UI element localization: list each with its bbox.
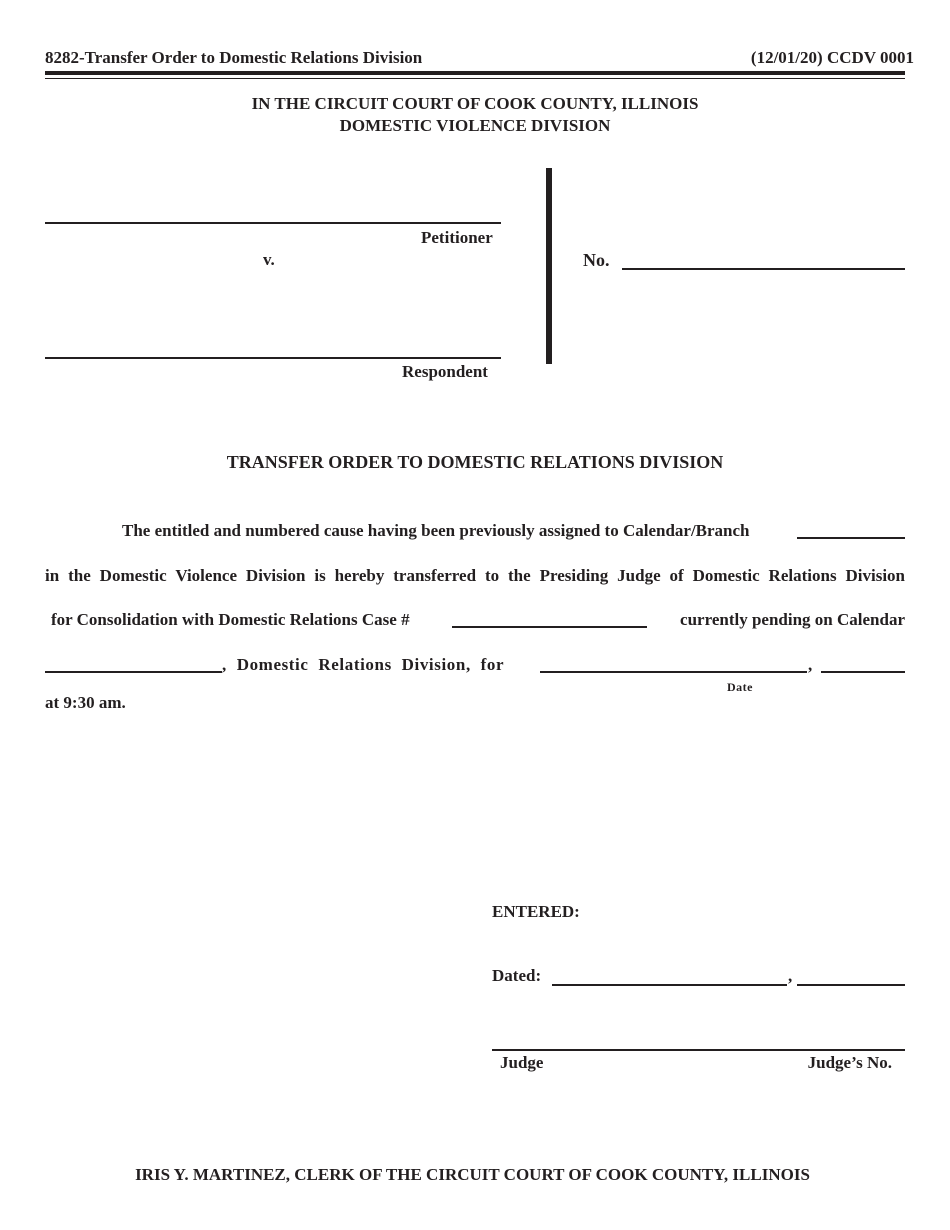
order-line-1: The entitled and numbered cause having been previously assigned to Calendar/Branch	[122, 521, 750, 540]
hearing-date-field[interactable]	[540, 671, 807, 673]
dr-calendar-field[interactable]	[45, 671, 222, 673]
order-line-4-comma: ,	[808, 655, 813, 674]
dated-comma: ,	[788, 966, 793, 985]
respondent-name-field[interactable]	[45, 357, 501, 359]
judge-label: Judge	[500, 1053, 544, 1072]
dr-case-number-field[interactable]	[452, 626, 647, 628]
form-code: (12/01/20) CCDV 0001	[750, 48, 914, 67]
header-rule-thin	[45, 78, 905, 79]
hearing-year-field[interactable]	[821, 671, 905, 673]
judge-no-label: Judge’s No.	[807, 1053, 892, 1072]
form-title: 8282-Transfer Order to Domestic Relations Division	[45, 48, 423, 67]
order-line-4a: , Domestic Relations Division, for	[222, 655, 505, 674]
case-no-field[interactable]	[622, 268, 905, 270]
entered-label: ENTERED:	[492, 902, 580, 921]
respondent-label: Respondent	[402, 362, 488, 381]
court-name: IN THE CIRCUIT COURT OF COOK COUNTY, ILLINOIS	[251, 94, 699, 113]
header-rule-thick	[45, 71, 905, 75]
calendar-branch-field[interactable]	[797, 537, 905, 539]
order-line-3a: for Consolidation with Domestic Relations Case #	[51, 610, 410, 629]
court-division: DOMESTIC VIOLENCE DIVISION	[339, 116, 611, 135]
dated-label: Dated:	[492, 966, 542, 985]
case-no-label: No.	[583, 250, 610, 270]
petitioner-label: Petitioner	[421, 228, 493, 247]
order-line-3b: currently pending on Calendar	[680, 610, 905, 629]
versus-label: v.	[263, 250, 275, 269]
dated-field[interactable]	[552, 984, 787, 986]
order-line-2: in the Domestic Violence Division is hereby transferred to the Presiding Judge of Domestic Relations Division	[45, 566, 905, 585]
judge-signature-field[interactable]	[492, 1049, 905, 1051]
date-caption: Date	[727, 680, 753, 694]
petitioner-name-field[interactable]	[45, 222, 501, 224]
dated-year-field[interactable]	[797, 984, 905, 986]
caption-divider	[546, 168, 552, 364]
order-line-5: at 9:30 am.	[45, 693, 126, 712]
order-title: TRANSFER ORDER TO DOMESTIC RELATIONS DIVISION	[226, 452, 724, 472]
clerk-footer: IRIS Y. MARTINEZ, CLERK OF THE CIRCUIT COURT OF COOK COUNTY, ILLINOIS	[135, 1165, 810, 1184]
